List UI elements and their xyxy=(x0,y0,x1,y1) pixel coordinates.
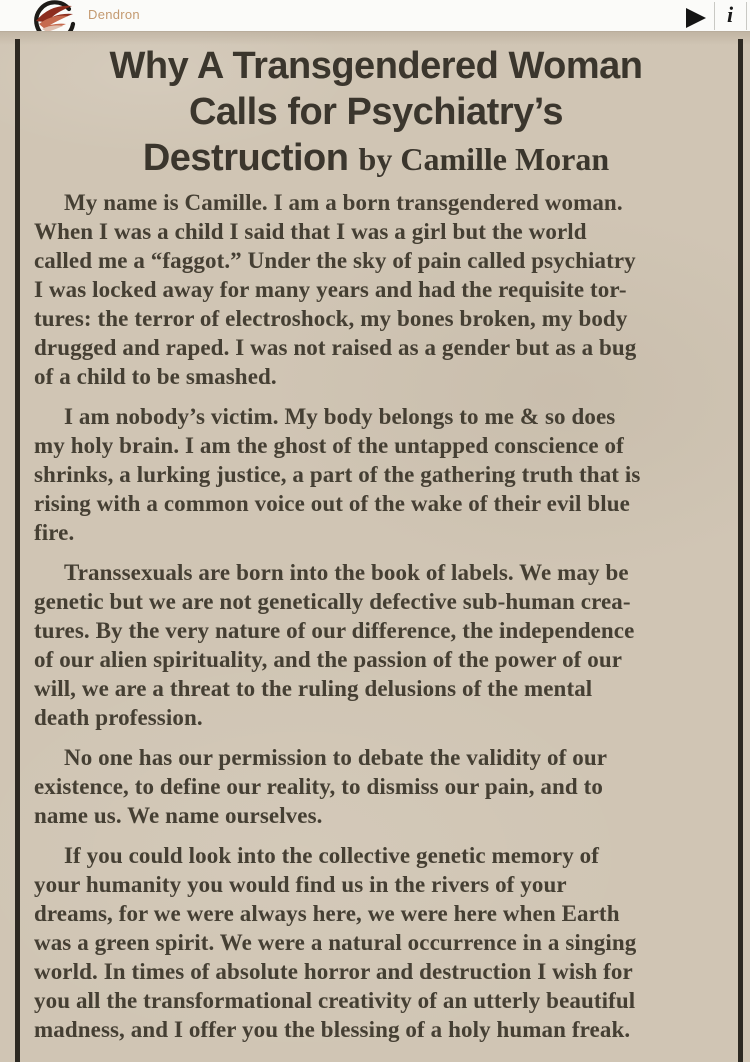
text-line: was a green spirit. We were a natural occurrence in a singing xyxy=(34,930,637,955)
text-line: I am nobody’s victim. My body belongs to me & so does xyxy=(64,404,616,429)
text-line: you all the transformational creativity of an utterly beautiful xyxy=(34,988,636,1013)
title-line: Why A Transgendered Woman xyxy=(109,45,643,87)
text-line: will, we are a threat to the ruling delusions of the mental xyxy=(34,676,593,701)
text-line: drugged and raped. I was not raised as a gender but as a bug xyxy=(34,335,637,360)
text-line: shrinks, a lurking justice, a part of the gathering truth that is xyxy=(34,462,641,487)
paragraph xyxy=(34,402,718,547)
text-line: dreams, for we were always here, we were here when Earth xyxy=(34,901,620,926)
text-line: called me a “faggot.” Under the sky of pain called psychiatry xyxy=(34,248,636,273)
paragraph xyxy=(34,188,718,391)
page-border-right xyxy=(738,39,743,1062)
article-byline: by Camille Moran xyxy=(358,141,610,177)
play-icon xyxy=(686,8,706,28)
article-title xyxy=(34,43,718,182)
info-icon: i xyxy=(726,2,734,27)
text-line: Transsexuals are born into the book of labels. We may be xyxy=(64,560,629,585)
text-line: my holy brain. I am the ghost of the untapped conscience of xyxy=(34,433,624,458)
text-line: fire. xyxy=(34,520,75,545)
title-line xyxy=(34,135,718,182)
text-line: your humanity you would find us in the rivers of your xyxy=(34,872,567,897)
page-border-left xyxy=(15,39,20,1062)
play-button[interactable] xyxy=(682,3,710,29)
paragraph xyxy=(34,841,718,1044)
article-content xyxy=(34,31,718,1055)
text-line: world. In times of absolute horror and destruction I wish for xyxy=(34,959,633,984)
document-page[interactable] xyxy=(0,31,750,1062)
text-line: death profession. xyxy=(34,705,203,730)
info-button[interactable] xyxy=(716,0,744,30)
app-logo[interactable] xyxy=(28,0,78,31)
text-line: If you could look into the collective genetic memory of xyxy=(64,843,600,868)
text-line: When I was a child I said that I was a girl but the world xyxy=(34,219,587,244)
text-line: of our alien spirituality, and the passion of the power of our xyxy=(34,647,623,672)
text-line: I was locked away for many years and had the requisite tor- xyxy=(34,277,627,302)
text-line: madness, and I offer you the blessing of a holy human freak. xyxy=(34,1017,631,1042)
text-line: tures: the terror of electroshock, my bones broken, my body xyxy=(34,306,628,331)
text-line: existence, to define our reality, to dismiss our pain, and to xyxy=(34,774,603,799)
app-title: Dendron xyxy=(88,7,140,22)
title-word: Destruction xyxy=(142,137,349,179)
title-line: Calls for Psychiatry’s xyxy=(188,91,564,133)
app-header xyxy=(0,0,750,32)
text-line: rising with a common voice out of the wake of their evil blue xyxy=(34,491,630,516)
header-divider xyxy=(746,2,747,30)
text-line: My name is Camille. I am a born transgendered woman. xyxy=(64,190,623,215)
text-line: name us. We name ourselves. xyxy=(34,803,323,828)
text-line: genetic but we are not genetically defective sub-human crea- xyxy=(34,589,631,614)
phoenix-book-logo-icon xyxy=(28,0,78,31)
text-line: tures. By the very nature of our difference, the independence xyxy=(34,618,635,643)
header-divider xyxy=(714,2,715,30)
paragraph xyxy=(34,743,718,830)
text-line: No one has our permission to debate the validity of our xyxy=(64,745,608,770)
paragraph xyxy=(34,558,718,732)
text-line: of a child to be smashed. xyxy=(34,364,277,389)
